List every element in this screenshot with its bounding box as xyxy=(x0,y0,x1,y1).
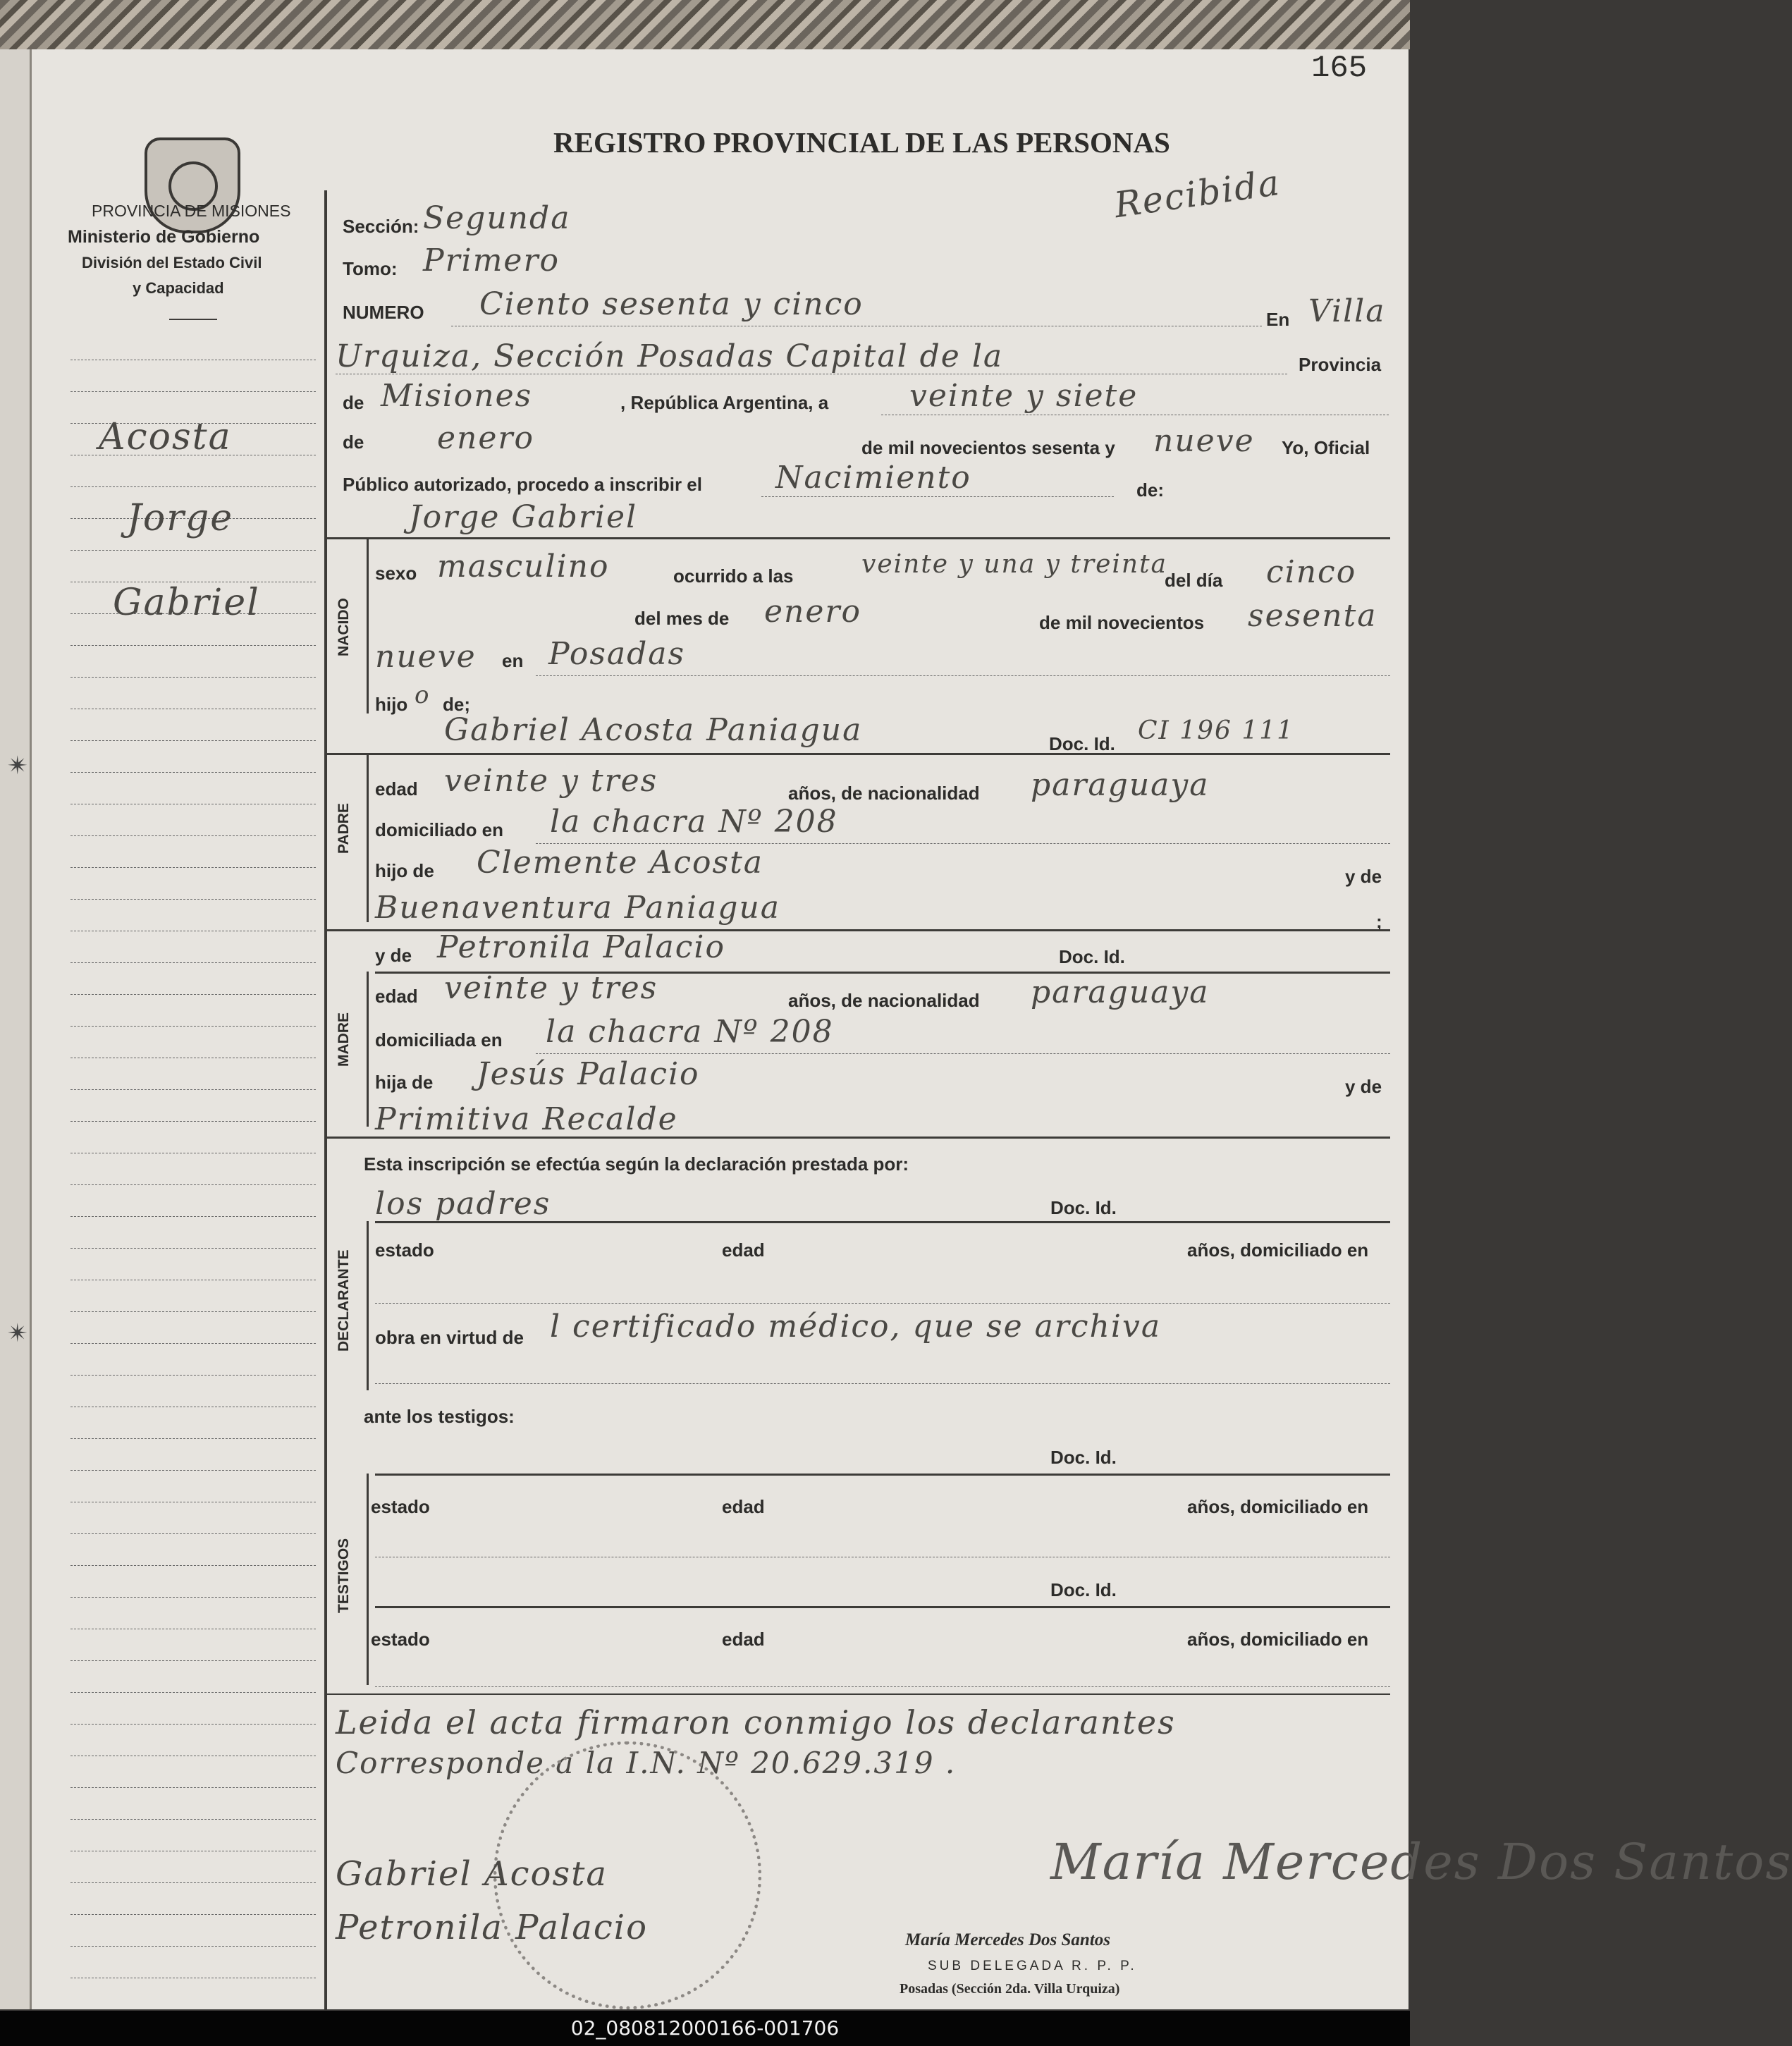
label-declarante-estado: estado xyxy=(375,1239,434,1261)
value-seccion: Segunda xyxy=(423,200,571,236)
label-declarante-doc: Doc. Id. xyxy=(1050,1197,1117,1218)
received-stamp-word: Recibida xyxy=(1112,161,1283,226)
label-padre-edad: edad xyxy=(375,778,418,800)
stub-line xyxy=(70,1375,316,1376)
section-nacido: NACIDO xyxy=(336,598,352,657)
value-padre-dom: la chacra Nº 208 xyxy=(550,804,838,840)
stub-line xyxy=(70,1692,316,1693)
label-ante-testigos: ante los testigos: xyxy=(364,1406,515,1427)
register-title: REGISTRO PROVINCIAL DE LAS PERSONAS xyxy=(553,126,1170,159)
tipo-line xyxy=(761,496,1114,497)
stub-line xyxy=(70,1724,316,1725)
value-madre-madre: Primitiva Recalde xyxy=(375,1101,678,1137)
closing-note-2: Corresponde a la I.N. Nº 20.629.319 . xyxy=(336,1746,957,1780)
stub-line xyxy=(70,994,316,995)
value-padre-nombre: Gabriel Acosta Paniagua xyxy=(444,712,863,748)
label-testigo1-dom: años, domiciliado en xyxy=(1187,1496,1369,1517)
stub-line xyxy=(70,1343,316,1344)
section-testigos: TESTIGOS xyxy=(336,1538,352,1614)
stub-line xyxy=(70,1311,316,1312)
section-padre: PADRE xyxy=(336,803,352,854)
division-line-2: y Capacidad xyxy=(133,279,224,297)
value-obra: l certificado médico, que se archiva xyxy=(550,1309,1162,1344)
signature-official: María Mercedes Dos Santos xyxy=(1050,1833,1792,1891)
stub-line xyxy=(70,1819,316,1820)
closing-note-1: Leida el acta firmaron conmigo los declarantes xyxy=(336,1703,1176,1741)
label-testigo1-doc: Doc. Id. xyxy=(1050,1447,1117,1468)
nacido-bracket xyxy=(367,537,369,713)
label-del-mes: del mes de xyxy=(634,608,730,629)
testigo1-name-line xyxy=(375,1474,1390,1476)
ministry-name: Ministerio de Gobierno xyxy=(68,227,260,247)
testigo2-name-line xyxy=(375,1606,1390,1608)
label-padre-hijo-de: hijo de xyxy=(375,860,434,881)
label-en: En xyxy=(1266,309,1290,330)
label-esta-inscripcion: Esta inscripción se efectúa según la declaración prestada por: xyxy=(364,1153,909,1175)
label-del-dia: del día xyxy=(1165,570,1223,591)
label-provincia: Provincia xyxy=(1299,354,1382,375)
label-numero: NUMERO xyxy=(343,302,424,323)
label-de-mes: de xyxy=(343,431,364,453)
obra-line xyxy=(375,1383,1390,1384)
official-name: María Mercedes Dos Santos xyxy=(905,1930,1110,1949)
label-testigo2-dom: años, domiciliado en xyxy=(1187,1629,1369,1650)
stub-line xyxy=(70,740,316,741)
value-padre-edad: veinte y tres xyxy=(444,763,658,799)
footer-bar xyxy=(0,2011,1410,2046)
label-madre-dom: domiciliada en xyxy=(375,1029,503,1050)
label-padre-y-de: y de xyxy=(1345,866,1382,887)
label-madre-nac: años, de nacionalidad xyxy=(788,990,980,1011)
section-madre: MADRE xyxy=(336,1012,352,1067)
stub-line xyxy=(70,1787,316,1788)
padre-top-line xyxy=(326,753,1390,755)
book-cover-edge xyxy=(0,0,1410,49)
label-madre-doc: Doc. Id. xyxy=(1059,946,1125,967)
stub-line xyxy=(70,835,316,836)
official-place: Posadas (Sección 2da. Villa Urquiza) xyxy=(900,1981,1120,1997)
label-de-semicolon: de; xyxy=(443,694,470,715)
label-padre-dom: domiciliado en xyxy=(375,819,504,840)
division-line-1: División del Estado Civil xyxy=(82,254,262,271)
page-number: 165 xyxy=(1311,51,1368,86)
value-madre-dom: la chacra Nº 208 xyxy=(546,1014,834,1050)
stub-line xyxy=(70,486,316,487)
declarante-name-line xyxy=(375,1221,1390,1223)
label-ocurrido: ocurrido a las xyxy=(673,565,794,587)
value-dia: veinte y siete xyxy=(909,378,1139,414)
label-de-mil: de mil novecientos sesenta y xyxy=(861,437,1115,458)
stub-line xyxy=(70,1121,316,1122)
lugar-nac-line xyxy=(536,675,1390,676)
declarante-bracket xyxy=(367,1221,369,1390)
label-en-lugar: en xyxy=(502,650,524,671)
stub-line xyxy=(70,1026,316,1027)
stub-line xyxy=(70,1089,316,1090)
closing-top-line xyxy=(326,1693,1390,1695)
value-madre-edad: veinte y tres xyxy=(444,970,658,1006)
label-publico: Público autorizado, procedo a inscribir el xyxy=(343,474,702,495)
label-madre-hija-de: hija de xyxy=(375,1072,434,1093)
stub-line xyxy=(70,1248,316,1249)
value-nombre: Jorge Gabriel xyxy=(409,499,638,535)
testigos-bracket xyxy=(367,1474,369,1685)
value-numero: Ciento sesenta y cinco xyxy=(479,286,864,322)
value-padre-madre: Buenaventura Paniagua xyxy=(375,890,781,926)
stub-line xyxy=(70,677,316,678)
stub-line xyxy=(70,1184,316,1185)
label-testigo1-estado: estado xyxy=(371,1496,430,1517)
binding-hole-1: ✴ xyxy=(7,752,29,780)
value-madre-hija-de: Jesús Palacio xyxy=(477,1056,700,1092)
stub-line xyxy=(70,1565,316,1566)
stub-line xyxy=(70,867,316,868)
binding-hole-2: ✴ xyxy=(7,1319,29,1348)
province-name: PROVINCIA DE MISIONES xyxy=(92,202,291,220)
value-provincia: Misiones xyxy=(381,378,533,414)
value-sexo: masculino xyxy=(437,549,610,584)
value-anio-nac-2: nueve xyxy=(375,639,477,675)
padre-bracket xyxy=(367,753,369,922)
value-padre-doc: CI 196 111 xyxy=(1138,716,1295,745)
value-mes: enero xyxy=(437,420,534,456)
stub-line xyxy=(70,1914,316,1915)
declarante-dom-line xyxy=(375,1303,1390,1304)
signature-father: Gabriel Acosta xyxy=(336,1854,608,1894)
label-de-mil-nov: de mil novecientos xyxy=(1039,612,1205,633)
madre-dom-line xyxy=(536,1053,1390,1054)
margin-stub xyxy=(28,190,327,2009)
padre-dom-line xyxy=(536,843,1390,844)
stub-line xyxy=(70,1533,316,1534)
madre-bracket xyxy=(367,972,369,1127)
stub-line xyxy=(70,772,316,773)
section-declarante: DECLARANTE xyxy=(336,1249,352,1352)
official-title: SUB DELEGADA R. P. P. xyxy=(928,1959,1137,1973)
value-dia-nac: cinco xyxy=(1266,554,1357,590)
stub-line xyxy=(70,645,316,646)
value-anio-nac-1: sesenta xyxy=(1248,598,1377,634)
testigo2-dom-line xyxy=(375,1686,1390,1687)
label-hijo: hijo xyxy=(375,694,408,715)
label-declarante-dom: años, domiciliado en xyxy=(1187,1239,1369,1261)
value-declarante: los padres xyxy=(375,1186,551,1222)
label-padre-nac: años, de nacionalidad xyxy=(788,783,980,804)
label-yo-oficial: Yo, Oficial xyxy=(1282,437,1370,458)
declarante-top-line xyxy=(326,1137,1390,1139)
label-testigo1-edad: edad xyxy=(722,1496,765,1517)
label-seccion: Sección: xyxy=(343,216,419,237)
value-madre-nombre: Petronila Palacio xyxy=(437,929,725,965)
stub-line xyxy=(70,1882,316,1883)
value-padre-hijo-de: Clemente Acosta xyxy=(477,845,763,881)
label-de-colon: de: xyxy=(1136,479,1164,501)
margin-surname: Acosta xyxy=(99,416,232,458)
stub-line xyxy=(70,1438,316,1439)
stub-line xyxy=(70,1946,316,1947)
label-madre-y-de: y de xyxy=(375,945,412,966)
margin-first-name: Jorge xyxy=(127,497,234,539)
value-padre-nac: paraguaya xyxy=(1031,767,1210,803)
value-lugar: Urquiza, Sección Posadas Capital de la xyxy=(336,338,1004,374)
value-tomo: Primero xyxy=(423,243,560,278)
label-semicolon: ; xyxy=(1376,911,1382,932)
margin-second-name: Gabriel xyxy=(113,582,260,624)
left-page-edge xyxy=(0,49,32,2009)
stub-line xyxy=(70,550,316,551)
signature-mother: Petronila Palacio xyxy=(336,1908,649,1947)
label-madre-y-de-2: y de xyxy=(1345,1076,1382,1097)
label-madre-edad: edad xyxy=(375,986,418,1007)
nacido-top-line xyxy=(326,537,1390,539)
stub-line xyxy=(70,962,316,963)
stub-line xyxy=(70,1470,316,1471)
label-testigo2-estado: estado xyxy=(371,1629,430,1650)
stub-line xyxy=(70,1660,316,1661)
value-mes-nac: enero xyxy=(764,594,861,630)
label-declarante-edad: edad xyxy=(722,1239,765,1261)
stub-line xyxy=(70,1597,316,1598)
value-hora: veinte y una y treinta xyxy=(861,550,1168,579)
value-tipo: Nacimiento xyxy=(775,460,971,496)
label-tomo: Tomo: xyxy=(343,258,398,279)
value-en: Villa xyxy=(1308,293,1386,329)
footer-file-id: 02_080812000166-001706 xyxy=(570,2016,840,2040)
value-lugar-nac: Posadas xyxy=(548,636,686,672)
value-madre-nac: paraguaya xyxy=(1031,974,1210,1010)
stub-line xyxy=(70,1216,316,1217)
value-anio: nueve xyxy=(1153,423,1255,459)
label-sexo: sexo xyxy=(375,563,417,584)
label-de-provincia: de xyxy=(343,392,364,413)
label-testigo2-doc: Doc. Id. xyxy=(1050,1579,1117,1600)
value-hijo-o: o xyxy=(415,681,431,709)
label-testigo2-edad: edad xyxy=(722,1629,765,1650)
stub-line xyxy=(70,899,316,900)
label-padre-doc: Doc. Id. xyxy=(1049,733,1115,754)
label-republica: , República Argentina, a xyxy=(620,392,829,413)
label-obra: obra en virtud de xyxy=(375,1327,524,1348)
stub-line xyxy=(70,391,316,392)
